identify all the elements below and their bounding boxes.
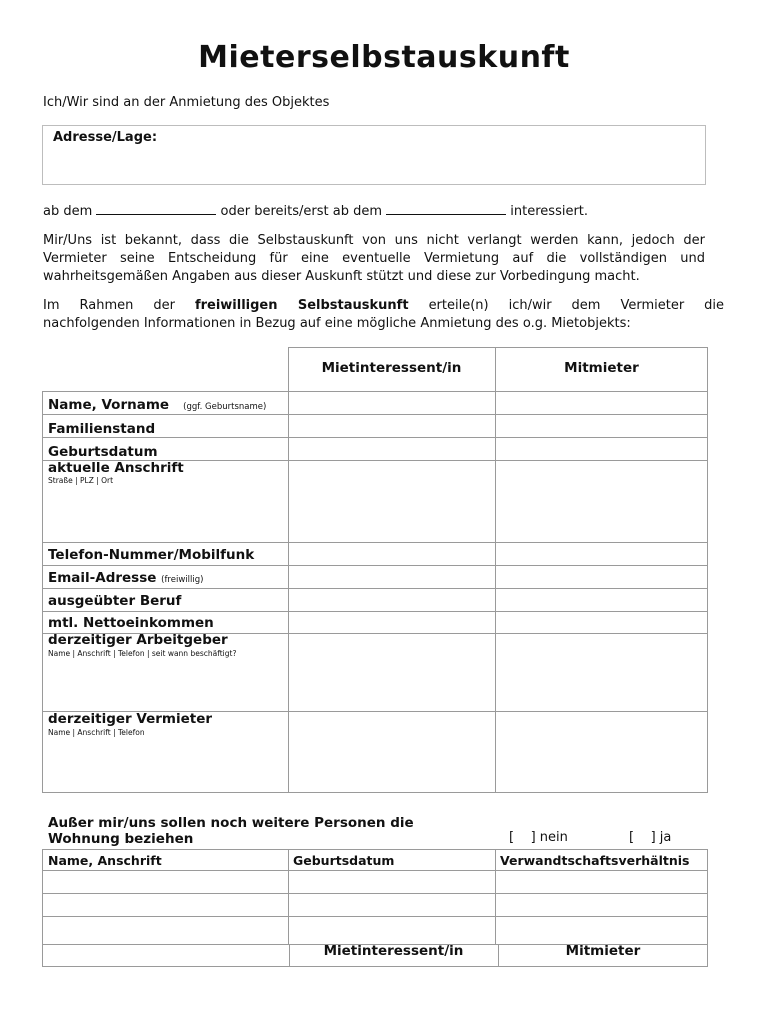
row-sub-current-address: Straße | PLZ | Ort	[48, 476, 114, 485]
tenant-address-field[interactable]	[289, 461, 494, 541]
row-label-occupation: ausgeübter Beruf	[48, 593, 182, 609]
info-text-bold: freiwilligen Selbstauskunft	[194, 298, 409, 313]
row-label-email: Email-Adresse (freiwillig)	[48, 570, 204, 586]
col-header-name-address: Name, Anschrift	[48, 853, 162, 868]
info-text-a: Im Rahmen der	[43, 298, 175, 313]
start-date-field[interactable]	[96, 202, 216, 215]
question-line1: Außer mir/uns sollen noch weitere Personen die	[48, 815, 414, 831]
row-label-employer: derzeitiger Arbeitgeber	[48, 632, 228, 648]
col-header-tenant: Mietinteressent/in	[321, 360, 462, 376]
row-note-optional: (freiwillig)	[161, 575, 204, 585]
tenant-name-field[interactable]	[289, 392, 494, 414]
person-row-2[interactable]	[43, 894, 707, 916]
info-paragraph-line1	[43, 297, 724, 315]
footer-col-cotenant: Mitmieter	[565, 943, 641, 959]
person-row-3[interactable]	[43, 917, 707, 944]
date-line-part1: ab dem	[43, 204, 93, 219]
col-header-cotenant: Mitmieter	[564, 360, 639, 376]
intro-text: Ich/Wir sind an der Anmietung des Objektes	[43, 95, 330, 110]
row-sub-landlord: Name | Anschrift | Telefon	[48, 728, 145, 737]
option-nein-checkbox[interactable]: [ ] nein	[509, 830, 568, 845]
info-text-b: erteile(n) ich/wir dem Vermieter die	[428, 298, 725, 313]
date-line-part3: interessiert.	[510, 204, 589, 219]
additional-persons-question	[48, 815, 414, 847]
col-header-birthdate: Geburtsdatum	[293, 853, 395, 868]
info-paragraph-line2: nachfolgenden Informationen in Bezug auf eine mögliche Anmietung des o.g. Mietobjekts:	[43, 316, 631, 331]
row-label-current-address: aktuelle Anschrift	[48, 460, 184, 476]
date-line	[43, 202, 588, 221]
row-sub-employer: Name | Anschrift | Telefon | seit wann beschäftigt?	[48, 649, 237, 658]
row-label-net-income: mtl. Nettoeinkommen	[48, 615, 214, 631]
footer-col-tenant: Mietinteressent/in	[323, 943, 464, 959]
row-label-marital-status: Familienstand	[48, 421, 156, 437]
question-line2: Wohnung beziehen	[48, 831, 194, 847]
row-label-birthdate: Geburtsdatum	[48, 444, 158, 460]
disclaimer-paragraph: Mir/Uns ist bekannt, dass die Selbstauskunft von uns nicht verlangt werden kann, jedoch der Vermieter seine Entscheidung für eine eventuelle Vermietung auf die vollständigen und wahrheitsgemäßen Angaben aus dieser Auskunft stützt und diese zur Vorbedingung macht.	[43, 233, 705, 284]
address-label: Adresse/Lage:	[53, 130, 158, 145]
cotenant-address-field[interactable]	[496, 461, 707, 541]
person-row-1[interactable]	[43, 871, 707, 893]
row-label-name: Name, Vorname (ggf. Geburtsname)	[48, 397, 267, 413]
col-header-relationship: Verwandtschaftsverhältnis	[500, 853, 690, 868]
alternative-date-field[interactable]	[386, 202, 506, 215]
address-field[interactable]	[42, 125, 706, 185]
row-note-birthname: (ggf. Geburtsname)	[183, 402, 267, 412]
row-label-landlord: derzeitiger Vermieter	[48, 711, 213, 727]
date-line-part2: oder bereits/erst ab dem	[220, 204, 383, 219]
page-title: Mieterselbstauskunft	[198, 40, 570, 75]
cotenant-name-field[interactable]	[496, 392, 707, 414]
option-ja-checkbox[interactable]: [ ] ja	[629, 830, 672, 845]
row-label-phone: Telefon-Nummer/Mobilfunk	[48, 547, 255, 563]
